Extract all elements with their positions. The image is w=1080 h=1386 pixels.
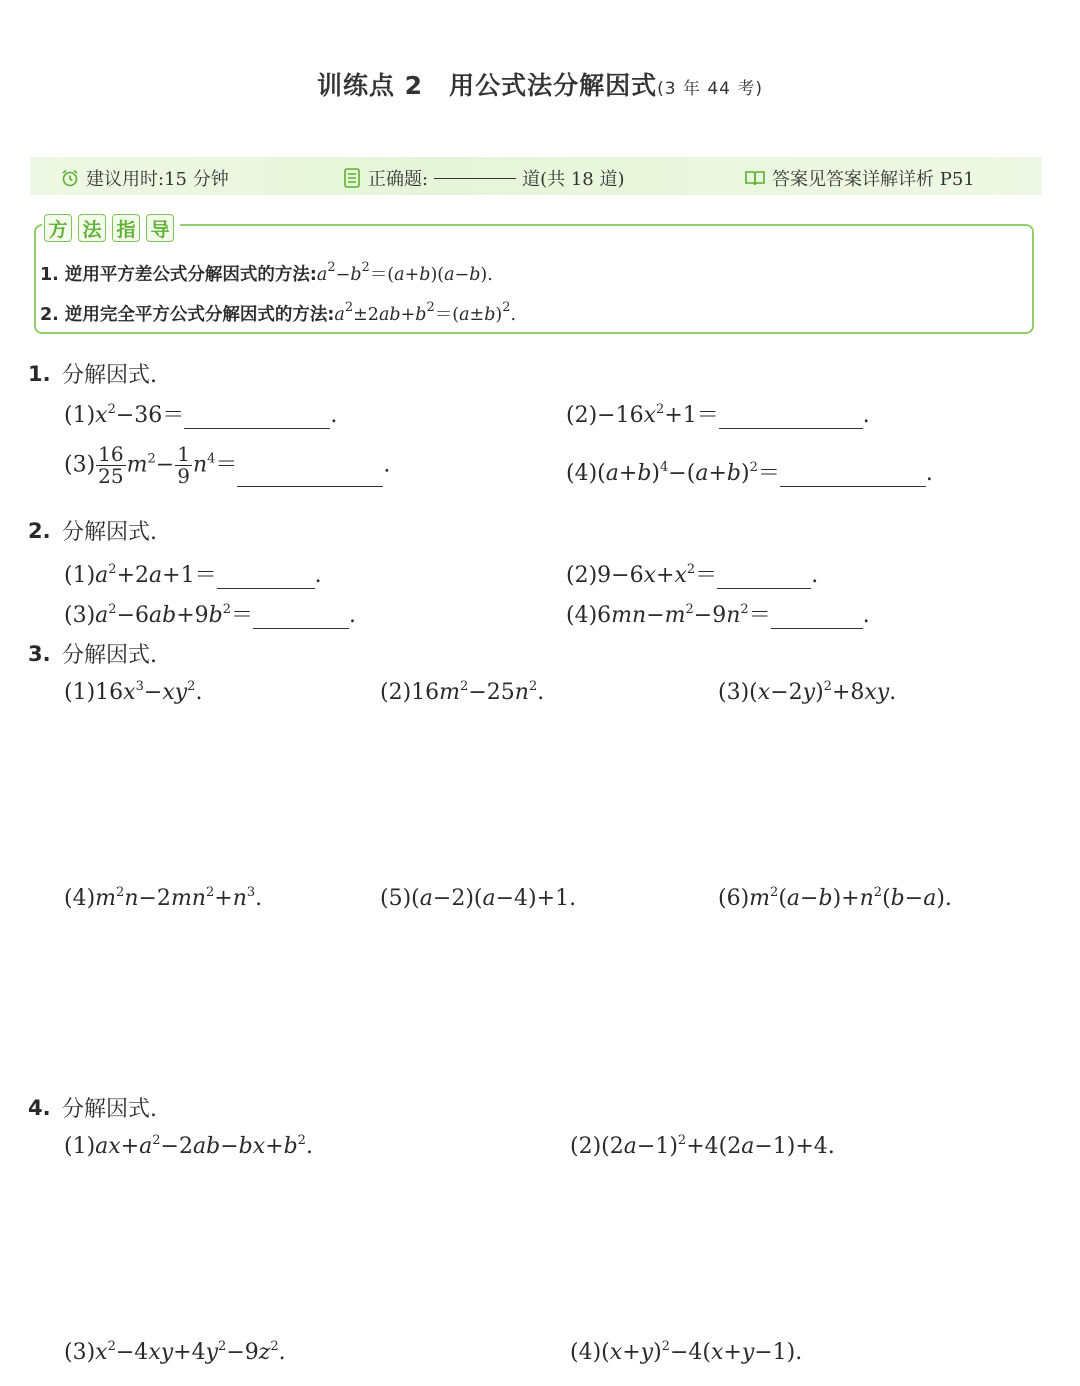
time-label: 建议用时:15 分钟 — [86, 169, 229, 190]
answer-label: 答案见答案详解详析 P51 — [772, 169, 975, 190]
info-bar — [30, 157, 1042, 195]
q2-3-answer-blank[interactable] — [253, 627, 349, 629]
q2-part-1: $(1)a^2+2a+1=$ . — [64, 562, 322, 588]
alarm-clock-icon — [60, 168, 80, 188]
q2-1-answer-blank[interactable] — [217, 587, 315, 589]
method-line-2: 2. 逆用完全平方公式分解因式的方法$:a^2\pm 2ab+b^2=(a\pm b)^2$. — [40, 300, 517, 325]
q4-heading: 分解因式. — [62, 1097, 157, 1122]
method-tab-4: 导 — [146, 214, 174, 242]
title-text: 训练点 2 用公式法分解因式 — [316, 71, 658, 100]
q2-part-3: $(3)a^2-6ab+9b^2=$ . — [64, 602, 357, 628]
q2-heading: 分解因式. — [62, 520, 157, 545]
q1-part-3: (3) $\frac{16}{25}$ $m^2-$ $\frac{1}{9}$ $n^4=$ . — [64, 442, 391, 488]
book-icon — [744, 168, 766, 188]
q4-number: 4. — [28, 1096, 51, 1120]
method-tab-3: 指 — [112, 214, 140, 242]
method-tab-2: 法 — [78, 214, 106, 242]
method-guide-tabs — [42, 214, 180, 242]
correct-info — [342, 165, 624, 191]
correct-suffix: 道(共 18 道) — [522, 169, 625, 190]
q1-heading: 分解因式. — [62, 363, 157, 388]
notepad-icon — [342, 167, 362, 189]
q4-part-2: $(2)(2a-1)^2+4(2a-1)+4$. — [570, 1133, 835, 1159]
q3-heading: 分解因式. — [62, 643, 157, 668]
q3-part-6: $(6)m^2(a-b)+n^2(b-a)$. — [718, 885, 952, 911]
page-title — [0, 66, 1080, 102]
fraction-16-25: $\frac{16}{25}$ — [98, 442, 124, 488]
method-line-1: 1. 逆用平方差公式分解因式的方法$:a^2-b^2=(a+b)(a-b)$. — [40, 260, 493, 285]
q4-part-4: $(4)(x+y)^2-4(x+y-1)$. — [570, 1339, 803, 1365]
q1-1-answer-blank[interactable] — [184, 427, 330, 429]
correct-count-blank[interactable] — [434, 177, 516, 179]
q3-part-4: $(4)m^2n-2mn^2+n^3$. — [64, 885, 263, 911]
q1-number: 1. — [28, 362, 51, 386]
answer-info — [744, 165, 975, 191]
q1-2-answer-blank[interactable] — [719, 427, 863, 429]
q3-number: 3. — [28, 642, 51, 666]
q3-part-5: (5)(a−2)(a−4)+1. — [380, 886, 577, 911]
q4-part-1: $(1)ax+a^2-2ab-bx+b^2$. — [64, 1133, 313, 1159]
q1-part-4: $(4)(a+b)^4-(a+b)^2=$ . — [566, 460, 933, 486]
q3-part-1: $(1)16x^3-xy^2$. — [64, 679, 203, 705]
q1-4-answer-blank[interactable] — [780, 485, 926, 487]
fraction-1-9: $\frac{1}{9}$ — [177, 442, 190, 488]
q4-part-3: $(3)x^2-4xy+4y^2-9z^2$. — [64, 1339, 286, 1365]
q2-part-2: $(2)9-6x+x^2=$ . — [566, 562, 819, 588]
q1-part-2: $(2)-16x^2+1=$ . — [566, 402, 870, 428]
q3-part-3: $(3)(x-2y)^2+8xy$. — [718, 679, 897, 705]
q2-2-answer-blank[interactable] — [717, 587, 811, 589]
title-subtitle: (3 年 44 考) — [657, 79, 764, 99]
correct-label: 正确题: — [368, 169, 429, 190]
q2-4-answer-blank[interactable] — [771, 627, 863, 629]
method-tab-1: 方 — [44, 214, 72, 242]
q1-part-1: $(1)x^2-36=$ . — [64, 402, 338, 428]
q3-part-2: $(2)16m^2-25n^2$. — [380, 679, 545, 705]
time-info — [60, 165, 229, 191]
q2-part-4: $(4)6mn-m^2-9n^2=$ . — [566, 602, 870, 628]
q2-number: 2. — [28, 519, 51, 543]
q1-3-answer-blank[interactable] — [237, 485, 383, 487]
